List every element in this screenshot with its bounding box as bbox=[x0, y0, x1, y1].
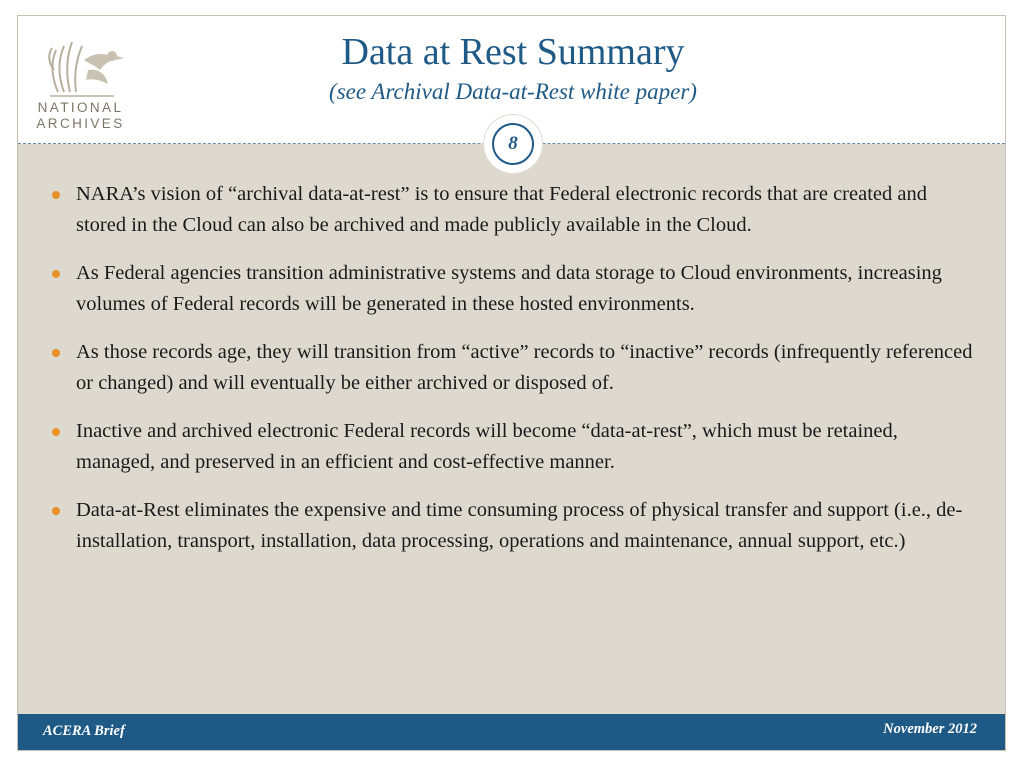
content-area bbox=[18, 144, 1005, 716]
bullet-item bbox=[32, 416, 982, 477]
logo-text-national: NATIONAL bbox=[37, 100, 124, 115]
bullet-dot-icon bbox=[52, 349, 60, 357]
national-archives-logo bbox=[28, 30, 133, 142]
bullet-item bbox=[32, 179, 982, 240]
bullet-text: As those records age, they will transition from “active” records to “inactive” records (infrequently referenced or changed) and will eventually be either archived or disposed of. bbox=[76, 341, 973, 394]
slide bbox=[17, 15, 1006, 751]
bullet-item bbox=[32, 337, 982, 398]
bullet-dot-icon bbox=[52, 507, 60, 515]
page-number-badge bbox=[484, 115, 542, 173]
footer-date: November 2012 bbox=[883, 721, 977, 737]
slide-footer bbox=[18, 714, 1005, 750]
eagle-seal-icon bbox=[28, 30, 133, 100]
bullet-dot-icon bbox=[52, 270, 60, 278]
page-number: 8 bbox=[492, 123, 534, 165]
bullet-dot-icon bbox=[52, 428, 60, 436]
logo-text-archives: ARCHIVES bbox=[36, 116, 125, 131]
bullet-text: NARA’s vision of “archival data-at-rest” is to ensure that Federal electronic records that are created and stored in the Cloud can also be archived and made publicly available in the Cloud. bbox=[76, 183, 927, 236]
footer-brief-label: ACERA Brief bbox=[43, 723, 125, 739]
bullet-dot-icon bbox=[52, 191, 60, 199]
bullet-item bbox=[32, 258, 982, 319]
page-subtitle: (see Archival Data-at-Rest white paper) bbox=[329, 79, 697, 104]
bullet-text: Data-at-Rest eliminates the expensive and time consuming process of physical transfer and support (i.e., de-installation, transport, installation, data processing, operations and maintenance, annual support, etc.) bbox=[76, 499, 963, 552]
bullet-text: As Federal agencies transition administrative systems and data storage to Cloud environments, increasing volumes of Federal records will be generated in these hosted environments. bbox=[76, 262, 942, 315]
bullet-item bbox=[32, 495, 982, 556]
bullet-text: Inactive and archived electronic Federal records will become “data-at-rest”, which must be retained, managed, and preserved in an efficient and cost-effective manner. bbox=[76, 420, 898, 473]
bullet-list bbox=[32, 179, 982, 574]
page-title: Data at Rest Summary bbox=[341, 31, 685, 73]
